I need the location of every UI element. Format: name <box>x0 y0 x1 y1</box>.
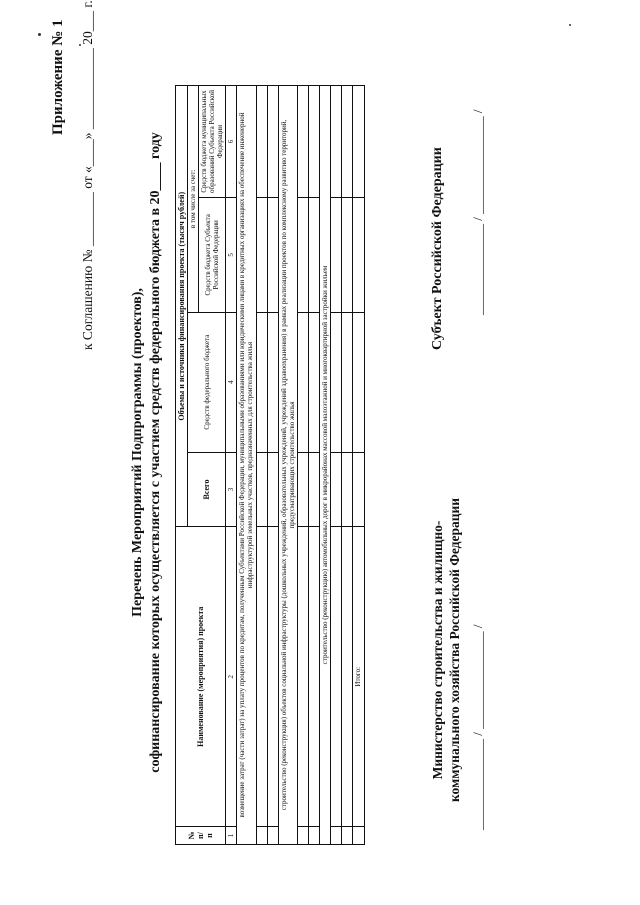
column-number-row <box>226 86 237 845</box>
appendix-label: Приложение № 1 <box>50 19 66 135</box>
table-row <box>330 86 341 845</box>
table-row <box>297 86 308 845</box>
header-name: Наименование (мероприятия) проекта <box>176 527 226 827</box>
header-subject-budget: Средств бюджета Субъекта Российской Федерации <box>199 197 226 312</box>
section-heading: строительство (реконструкция) объектов социальной инфраструктуры (дошкольных учреждений, образовательных учреждений, учреждений здравоохранения) в рамках реализации проектов по комплексному развитию территорий, предусматривающих строительство жилья <box>278 86 297 845</box>
table-row <box>267 86 278 845</box>
header-federal: Средств федерального бюджета <box>188 312 226 452</box>
col-number: 6 <box>226 86 237 198</box>
agreement-reference: к Соглашению № ________ от «____» ____________ 20___ г. <box>80 0 95 350</box>
section-heading: возмещение затрат (части затрат) на уплату процентов по кредитам, полученным Субъектами Российской Федерации, муниципальными образованиями или юридическими лицами в кредитных организациях на обеспечение инженерной инфраструктурой земельных участков, предназначенных для строительства жилья <box>237 86 256 845</box>
table-row <box>256 86 267 845</box>
subject-signatory: Субъект Российской Федерации <box>430 147 445 350</box>
document-title: Перечень Мероприятий Подпрограммы (проектов), <box>130 288 145 617</box>
total-label: Итого: <box>352 527 364 827</box>
col-number: 5 <box>226 197 237 312</box>
col-number: 1 <box>226 827 237 845</box>
section-heading: строительство (реконструкцию) автомобильных дорог в микрорайонах массовой малоэтажной и многоквартирной застройки жильем <box>319 86 330 845</box>
table-header-row <box>176 86 188 845</box>
header-num: № п/п <box>176 827 226 845</box>
header-municipal-budget: Средств бюджета муниципальных образований Субъекта Российской Федерации <box>199 86 226 198</box>
projects-table <box>175 85 365 845</box>
total-row <box>352 86 364 845</box>
table-row <box>308 86 319 845</box>
document-subtitle: софинансирование которых осуществляется с участием средств федерального бюджета в 20____ году <box>148 132 163 773</box>
ministry-signatory: Министерство строительства и жилищно-коммунального хозяйства Российской Федерации <box>430 497 462 803</box>
col-number: 4 <box>226 312 237 452</box>
section-row <box>319 86 330 845</box>
signature-line-right: ______________ / _______________ / <box>470 109 485 315</box>
header-volumes: Объемы и источники финансирования проекта (тысяч рублей) <box>176 86 188 527</box>
col-number: 3 <box>226 452 237 527</box>
table-row <box>341 86 352 845</box>
section-row <box>278 86 297 845</box>
header-total: Всего <box>188 452 226 527</box>
col-number: 2 <box>226 527 237 827</box>
signature-line-left: ______________ / _______________ / <box>470 624 485 830</box>
header-including: в том числе за счет: <box>188 86 199 313</box>
section-row <box>237 86 256 845</box>
